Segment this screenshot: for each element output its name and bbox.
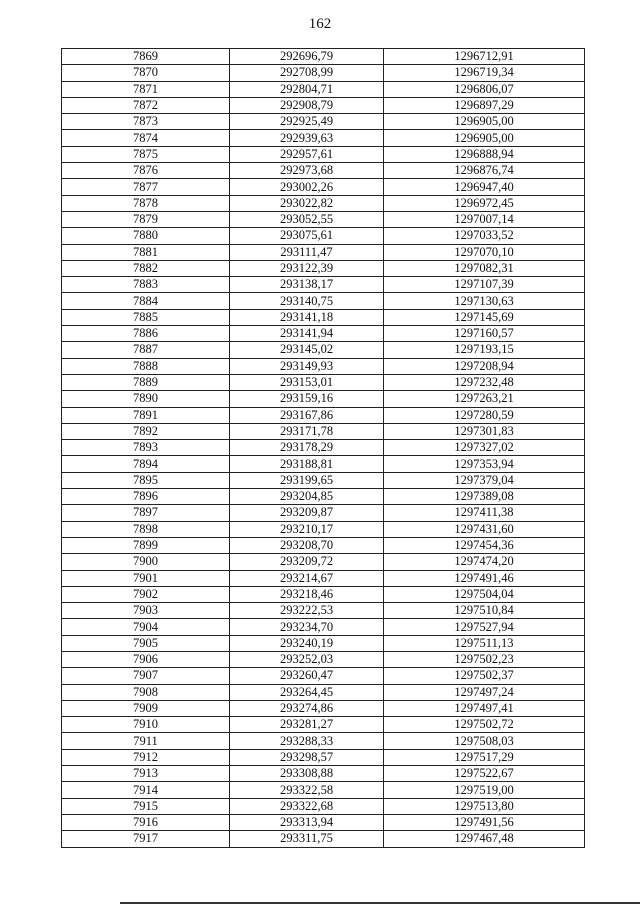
x-coordinate-cell: 292804,71 (230, 81, 384, 97)
x-coordinate-cell: 293167,86 (230, 407, 384, 423)
table-row (62, 293, 585, 309)
y-coordinate-cell: 1297160,57 (384, 326, 585, 342)
point-number-cell: 7870 (62, 65, 230, 81)
x-coordinate-cell: 292939,63 (230, 130, 384, 146)
table-row (62, 81, 585, 97)
y-coordinate-cell: 1297070,10 (384, 244, 585, 260)
point-number-cell: 7889 (62, 374, 230, 390)
y-coordinate-cell: 1297193,15 (384, 342, 585, 358)
x-coordinate-cell: 292925,49 (230, 114, 384, 130)
y-coordinate-cell: 1296712,91 (384, 49, 585, 65)
table-row (62, 65, 585, 81)
y-coordinate-cell: 1297280,59 (384, 407, 585, 423)
point-number-cell: 7878 (62, 195, 230, 211)
x-coordinate-cell: 293171,78 (230, 423, 384, 439)
table-row (62, 554, 585, 570)
table-row (62, 733, 585, 749)
x-coordinate-cell: 293145,02 (230, 342, 384, 358)
y-coordinate-cell: 1297263,21 (384, 391, 585, 407)
point-number-cell: 7906 (62, 651, 230, 667)
x-coordinate-cell: 293311,75 (230, 831, 384, 847)
table-row (62, 211, 585, 227)
y-coordinate-cell: 1297379,04 (384, 472, 585, 488)
x-coordinate-cell: 293322,58 (230, 782, 384, 798)
y-coordinate-cell: 1297467,48 (384, 831, 585, 847)
y-coordinate-cell: 1296905,00 (384, 114, 585, 130)
point-number-cell: 7902 (62, 586, 230, 602)
table-row (62, 309, 585, 325)
x-coordinate-cell: 293140,75 (230, 293, 384, 309)
y-coordinate-cell: 1297510,84 (384, 603, 585, 619)
y-coordinate-cell: 1297522,67 (384, 766, 585, 782)
y-coordinate-cell: 1296888,94 (384, 146, 585, 162)
point-number-cell: 7915 (62, 798, 230, 814)
point-number-cell: 7892 (62, 423, 230, 439)
y-coordinate-cell: 1297007,14 (384, 211, 585, 227)
y-coordinate-cell: 1296806,07 (384, 81, 585, 97)
table-row (62, 407, 585, 423)
x-coordinate-cell: 292973,68 (230, 163, 384, 179)
point-number-cell: 7907 (62, 668, 230, 684)
x-coordinate-cell: 293210,17 (230, 521, 384, 537)
point-number-cell: 7875 (62, 146, 230, 162)
table-row (62, 391, 585, 407)
y-coordinate-cell: 1296972,45 (384, 195, 585, 211)
x-coordinate-cell: 293178,29 (230, 440, 384, 456)
y-coordinate-cell: 1297491,46 (384, 570, 585, 586)
x-coordinate-cell: 293111,47 (230, 244, 384, 260)
point-number-cell: 7914 (62, 782, 230, 798)
x-coordinate-cell: 292957,61 (230, 146, 384, 162)
point-number-cell: 7879 (62, 211, 230, 227)
point-number-cell: 7900 (62, 554, 230, 570)
x-coordinate-cell: 293298,57 (230, 749, 384, 765)
x-coordinate-cell: 293022,82 (230, 195, 384, 211)
point-number-cell: 7899 (62, 537, 230, 553)
table-row (62, 472, 585, 488)
y-coordinate-cell: 1296719,34 (384, 65, 585, 81)
x-coordinate-cell: 292708,99 (230, 65, 384, 81)
x-coordinate-cell: 293260,47 (230, 668, 384, 684)
x-coordinate-cell: 293204,85 (230, 489, 384, 505)
table-row (62, 798, 585, 814)
table-row (62, 782, 585, 798)
x-coordinate-cell: 293322,68 (230, 798, 384, 814)
coordinates-table-body (62, 49, 585, 848)
table-row (62, 114, 585, 130)
x-coordinate-cell: 293288,33 (230, 733, 384, 749)
table-row (62, 130, 585, 146)
y-coordinate-cell: 1296947,40 (384, 179, 585, 195)
x-coordinate-cell: 293209,87 (230, 505, 384, 521)
table-row (62, 244, 585, 260)
y-coordinate-cell: 1297527,94 (384, 619, 585, 635)
x-coordinate-cell: 293141,94 (230, 326, 384, 342)
x-coordinate-cell: 293208,70 (230, 537, 384, 553)
table-row (62, 684, 585, 700)
x-coordinate-cell: 293075,61 (230, 228, 384, 244)
table-row (62, 635, 585, 651)
x-coordinate-cell: 293052,55 (230, 211, 384, 227)
table-row (62, 423, 585, 439)
point-number-cell: 7880 (62, 228, 230, 244)
x-coordinate-cell: 293122,39 (230, 260, 384, 276)
x-coordinate-cell: 293308,88 (230, 766, 384, 782)
table-row (62, 766, 585, 782)
point-number-cell: 7905 (62, 635, 230, 651)
x-coordinate-cell: 293138,17 (230, 277, 384, 293)
y-coordinate-cell: 1297517,29 (384, 749, 585, 765)
x-coordinate-cell: 293281,27 (230, 717, 384, 733)
x-coordinate-cell: 293240,19 (230, 635, 384, 651)
y-coordinate-cell: 1297502,72 (384, 717, 585, 733)
table-row (62, 651, 585, 667)
table-row (62, 570, 585, 586)
y-coordinate-cell: 1297431,60 (384, 521, 585, 537)
point-number-cell: 7913 (62, 766, 230, 782)
table-row (62, 586, 585, 602)
table-row (62, 831, 585, 847)
point-number-cell: 7872 (62, 97, 230, 113)
point-number-cell: 7903 (62, 603, 230, 619)
x-coordinate-cell: 293274,86 (230, 700, 384, 716)
x-coordinate-cell: 293252,03 (230, 651, 384, 667)
table-row (62, 814, 585, 830)
table-row (62, 358, 585, 374)
y-coordinate-cell: 1297497,41 (384, 700, 585, 716)
y-coordinate-cell: 1297145,69 (384, 309, 585, 325)
table-row (62, 146, 585, 162)
x-coordinate-cell: 293264,45 (230, 684, 384, 700)
table-row (62, 456, 585, 472)
x-coordinate-cell: 292696,79 (230, 49, 384, 65)
point-number-cell: 7882 (62, 260, 230, 276)
table-row (62, 374, 585, 390)
y-coordinate-cell: 1297519,00 (384, 782, 585, 798)
point-number-cell: 7874 (62, 130, 230, 146)
x-coordinate-cell: 293234,70 (230, 619, 384, 635)
y-coordinate-cell: 1297082,31 (384, 260, 585, 276)
point-number-cell: 7871 (62, 81, 230, 97)
point-number-cell: 7877 (62, 179, 230, 195)
point-number-cell: 7901 (62, 570, 230, 586)
table-row (62, 163, 585, 179)
table-row (62, 603, 585, 619)
x-coordinate-cell: 293313,94 (230, 814, 384, 830)
point-number-cell: 7881 (62, 244, 230, 260)
point-number-cell: 7890 (62, 391, 230, 407)
point-number-cell: 7916 (62, 814, 230, 830)
y-coordinate-cell: 1297491,56 (384, 814, 585, 830)
point-number-cell: 7908 (62, 684, 230, 700)
y-coordinate-cell: 1297301,83 (384, 423, 585, 439)
point-number-cell: 7898 (62, 521, 230, 537)
y-coordinate-cell: 1297353,94 (384, 456, 585, 472)
point-number-cell: 7887 (62, 342, 230, 358)
y-coordinate-cell: 1297232,48 (384, 374, 585, 390)
x-coordinate-cell: 293149,93 (230, 358, 384, 374)
table-row (62, 97, 585, 113)
point-number-cell: 7917 (62, 831, 230, 847)
point-number-cell: 7886 (62, 326, 230, 342)
y-coordinate-cell: 1297504,04 (384, 586, 585, 602)
y-coordinate-cell: 1297130,63 (384, 293, 585, 309)
y-coordinate-cell: 1297502,23 (384, 651, 585, 667)
point-number-cell: 7894 (62, 456, 230, 472)
point-number-cell: 7885 (62, 309, 230, 325)
table-row (62, 717, 585, 733)
point-number-cell: 7876 (62, 163, 230, 179)
table-row (62, 260, 585, 276)
table-row (62, 228, 585, 244)
y-coordinate-cell: 1297208,94 (384, 358, 585, 374)
x-coordinate-cell: 293214,67 (230, 570, 384, 586)
x-coordinate-cell: 293141,18 (230, 309, 384, 325)
y-coordinate-cell: 1297454,36 (384, 537, 585, 553)
table-row (62, 489, 585, 505)
point-number-cell: 7911 (62, 733, 230, 749)
table-row (62, 537, 585, 553)
point-number-cell: 7897 (62, 505, 230, 521)
x-coordinate-cell: 293218,46 (230, 586, 384, 602)
bottom-rule (120, 902, 640, 904)
table-row (62, 195, 585, 211)
y-coordinate-cell: 1297411,38 (384, 505, 585, 521)
y-coordinate-cell: 1296897,29 (384, 97, 585, 113)
point-number-cell: 7888 (62, 358, 230, 374)
table-row (62, 505, 585, 521)
x-coordinate-cell: 293002,26 (230, 179, 384, 195)
x-coordinate-cell: 293199,65 (230, 472, 384, 488)
point-number-cell: 7884 (62, 293, 230, 309)
table-row (62, 521, 585, 537)
table-row (62, 749, 585, 765)
y-coordinate-cell: 1297389,08 (384, 489, 585, 505)
point-number-cell: 7895 (62, 472, 230, 488)
x-coordinate-cell: 292908,79 (230, 97, 384, 113)
y-coordinate-cell: 1297327,02 (384, 440, 585, 456)
point-number-cell: 7873 (62, 114, 230, 130)
table-row (62, 668, 585, 684)
x-coordinate-cell: 293159,16 (230, 391, 384, 407)
x-coordinate-cell: 293209,72 (230, 554, 384, 570)
point-number-cell: 7909 (62, 700, 230, 716)
point-number-cell: 7912 (62, 749, 230, 765)
point-number-cell: 7910 (62, 717, 230, 733)
x-coordinate-cell: 293222,53 (230, 603, 384, 619)
y-coordinate-cell: 1297474,20 (384, 554, 585, 570)
point-number-cell: 7869 (62, 49, 230, 65)
table-row (62, 277, 585, 293)
coordinates-table (61, 48, 585, 848)
table-row (62, 440, 585, 456)
point-number-cell: 7891 (62, 407, 230, 423)
table-row (62, 326, 585, 342)
y-coordinate-cell: 1297497,24 (384, 684, 585, 700)
y-coordinate-cell: 1297513,80 (384, 798, 585, 814)
point-number-cell: 7904 (62, 619, 230, 635)
y-coordinate-cell: 1297502,37 (384, 668, 585, 684)
x-coordinate-cell: 293188,81 (230, 456, 384, 472)
table-row (62, 342, 585, 358)
table-row (62, 49, 585, 65)
y-coordinate-cell: 1297107,39 (384, 277, 585, 293)
point-number-cell: 7896 (62, 489, 230, 505)
table-row (62, 700, 585, 716)
table-row (62, 179, 585, 195)
y-coordinate-cell: 1296876,74 (384, 163, 585, 179)
y-coordinate-cell: 1297508,03 (384, 733, 585, 749)
page-number: 162 (308, 16, 332, 32)
y-coordinate-cell: 1297511,13 (384, 635, 585, 651)
y-coordinate-cell: 1296905,00 (384, 130, 585, 146)
point-number-cell: 7883 (62, 277, 230, 293)
x-coordinate-cell: 293153,01 (230, 374, 384, 390)
table-row (62, 619, 585, 635)
y-coordinate-cell: 1297033,52 (384, 228, 585, 244)
point-number-cell: 7893 (62, 440, 230, 456)
